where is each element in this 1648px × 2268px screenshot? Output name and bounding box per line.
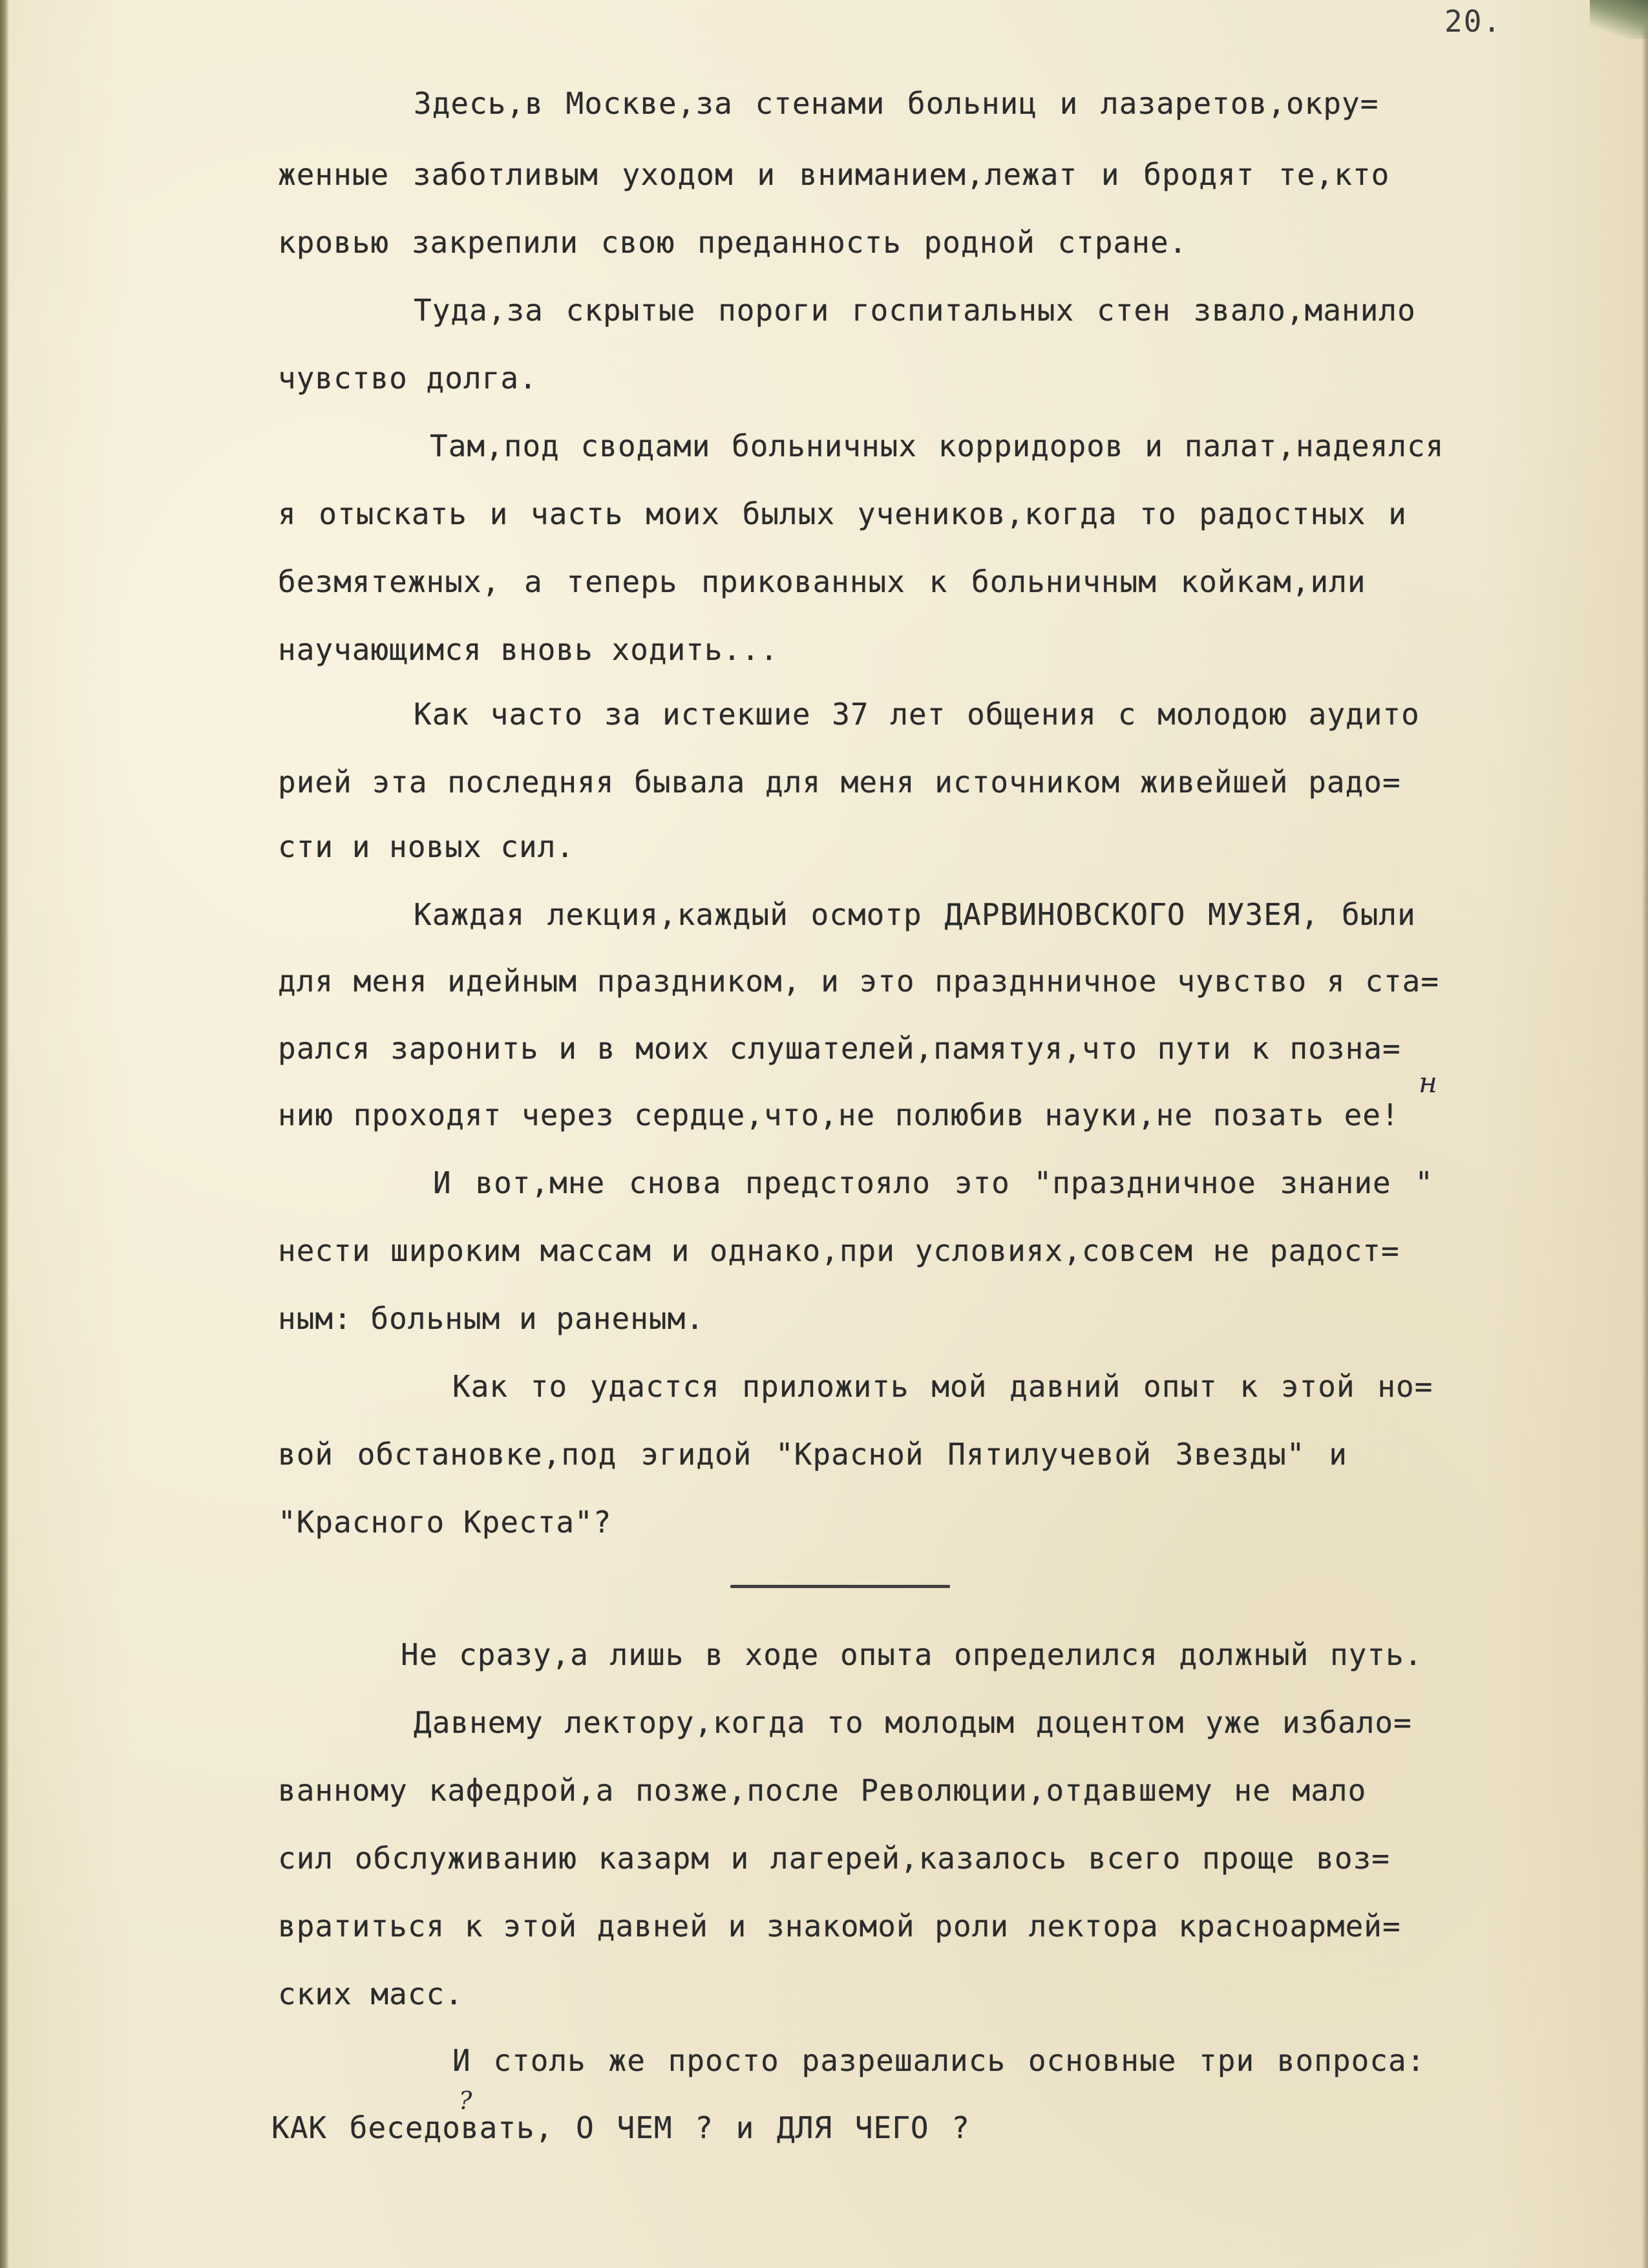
text-line: Там,под сводами больничных корридоров и палат,надеялся xyxy=(430,429,1444,463)
text-line: Здесь,в Москве,за стенами больниц и лазаретов,окру= xyxy=(414,86,1379,121)
text-line: кровью закрепили свою преданность родной стране. xyxy=(278,225,1188,260)
text-line: ванному кафедрой,а позже,после Революции,отдавшему не мало xyxy=(278,1773,1367,1808)
text-line: И вот,мне снова предстояло это "праздничное знание " xyxy=(433,1165,1434,1200)
text-line: Каждая лекция,каждый осмотр ДАРВИНОВСКОГО МУЗЕЯ, были xyxy=(414,897,1416,932)
text-line: для меня идейным праздником, и это празднничное чувство я ста= xyxy=(278,964,1440,999)
text-line: И столь же просто разрешались основные три вопроса: xyxy=(452,2043,1426,2078)
text-line: сил обслуживанию казарм и лагерей,казалось всего проще воз= xyxy=(278,1841,1390,1876)
text-line: женные заботливым уходом и вниманием,лежат и бродят те,кто xyxy=(278,157,1390,192)
text-line: Туда,за скрытые пороги госпитальных стен звало,манило xyxy=(414,293,1416,328)
page-number: 20. xyxy=(1444,4,1503,39)
text-line: вой обстановке,под эгидой "Красной Пятилучевой Звезды" и xyxy=(278,1437,1347,1472)
text-line: Давнему лектору,когда то молодым доцентом уже избало= xyxy=(414,1705,1412,1740)
text-line: КАК беседовать, О ЧЕМ ? и ДЛЯ ЧЕГО ? xyxy=(271,2110,970,2145)
text-line: рией эта последняя бывала для меня источником живейшей радо= xyxy=(278,765,1401,800)
text-line: я отыскать и часть моих былых учеников,когда то радостных и xyxy=(278,496,1407,531)
text-line: Как то удастся приложить мой давний опыт к этой но= xyxy=(452,1369,1433,1404)
text-line: Не сразу,а лишь в ходе опыта определился должный путь. xyxy=(401,1637,1423,1672)
text-line: научающимся вновь ходить... xyxy=(278,632,779,667)
text-line: вратиться к этой давней и знакомой роли лектора красноармей= xyxy=(278,1909,1401,1944)
section-divider xyxy=(730,1585,950,1588)
text-line: чувство долга. xyxy=(278,361,538,396)
text-line: безмятежных, а теперь прикованных к больничным койкам,или xyxy=(278,564,1366,599)
handwritten-correction: ? xyxy=(459,2086,472,2115)
text-line: Как часто за истекшие 37 лет общения с молодою аудито xyxy=(414,697,1420,732)
text-line: сти и новых сил. xyxy=(278,829,575,864)
text-line: "Красного Креста"? xyxy=(278,1505,612,1540)
text-line: ным: больным и раненым. xyxy=(278,1301,704,1336)
text-line: нию проходят через сердце,что,не полюбив науки,не позать ее! xyxy=(278,1097,1400,1132)
handwritten-correction: н xyxy=(1419,1066,1437,1099)
text-line: рался заронить и в моих слушателей,памятуя,что пути к позна= xyxy=(278,1031,1401,1066)
text-line: нести широким массам и однако,при условиях,совсем не радост= xyxy=(278,1233,1400,1268)
text-line: ских масс. xyxy=(278,1977,463,2011)
